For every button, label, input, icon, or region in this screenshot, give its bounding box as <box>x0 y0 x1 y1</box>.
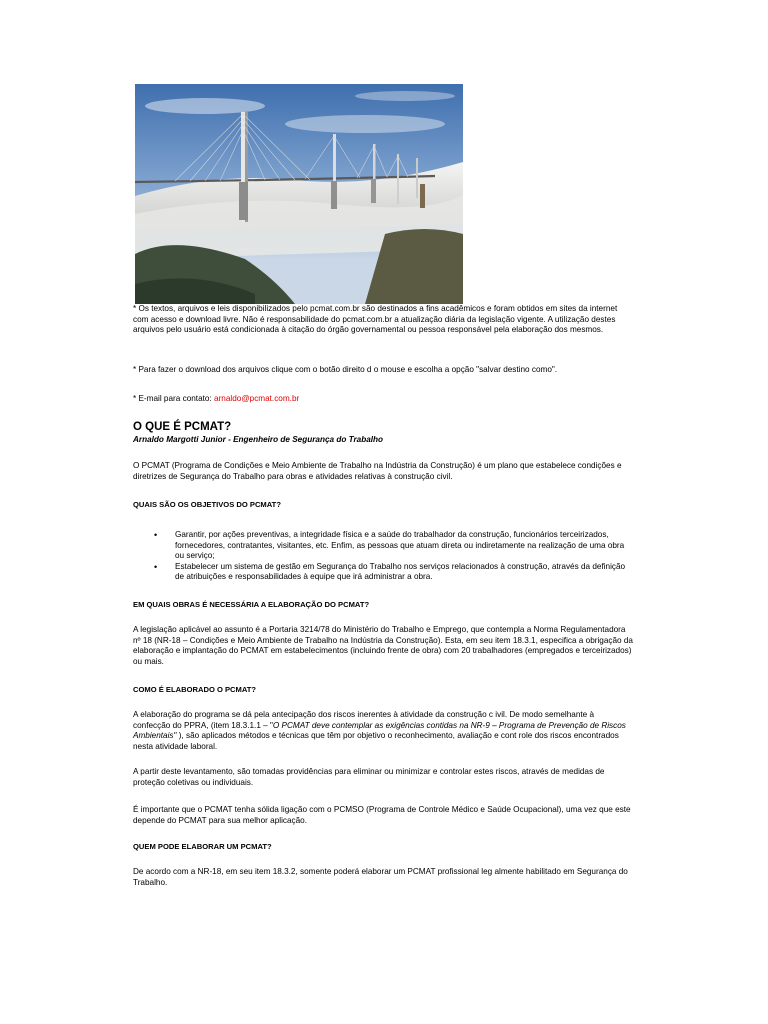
elaboration-text-end: ), são aplicados métodos e técnicas que têm por objetivo o reconhecimento, avaliação e cont role dos riscos encontrados nesta atividade laboral. <box>133 731 619 751</box>
author-line: Arnaldo Margotti Junior - Engenheiro de Segurança do Trabalho <box>133 435 384 444</box>
download-note: * Para fazer o download dos arquivos clique com o botão direito d o mouse e escolha a opção "salvar destino como". <box>133 365 558 374</box>
email-link[interactable]: arnaldo@pcmat.com.br <box>214 394 300 403</box>
page-title: O QUE É PCMAT? <box>133 421 232 433</box>
email-label: * E-mail para contato: <box>133 394 215 403</box>
elaboration-quote: O PCMAT deve contemplar as exigências contidas na NR-9 – Programa de Prevenção de Riscos Ambientais" <box>133 720 626 741</box>
bridge-illustration <box>135 84 463 304</box>
list-item-text: Garantir, por ações preventivas, a integridade física e a saúde do trabalhador da construção, funcionários terceirizados, fornecedores, contratantes, visitantes, etc. Enfim, as pessoas que atuam direta ou indiretamente na realização de uma obra ou serviço; <box>175 530 625 561</box>
legislation-paragraph: A legislação aplicável ao assunto é a Portaria 3214/78 do Ministério do Trabalho e Emprego, que contempla a Norma Regulamentadora nº 18 (NR-18 – Condições e Meio Ambiente de Trabalho na Indústria da Construção). Esta, em seu item 18.3.1, especifica a obrigação da elaboração e implantação do PCMAT em estabelecimentos (incluindo frente de obra) com 20 trabalhadores (empregados e terceirizados) ou mais. <box>133 625 633 666</box>
heading-which-works: EM QUAIS OBRAS É NECESSÁRIA A ELABORAÇÃO DO PCMAT? <box>133 600 370 609</box>
survey-paragraph: A partir deste levantamento, são tomadas providências para eliminar ou minimizar e controlar estes riscos, através de medidas de proteção coletivas ou individuais. <box>133 767 605 787</box>
list-item <box>133 562 633 583</box>
contact-email-line <box>133 394 633 405</box>
bridge-photo <box>135 84 463 304</box>
disclaimer-text: * Os textos, arquivos e leis disponibilizados pelo pcmat.com.br são destinados a fins acadêmicos e foram obtidos em sites da internet com acesso e download livre. Não é responsabilidade do pcmat.com.br a atualização diária da legislação vigente. A utilização destes arquivos pelo usuário está condicionada à citação do órgão governamental ou pessoa responsável pela elaboração dos mesmos. <box>133 304 618 335</box>
heading-who-can: QUEM PODE ELABORAR UM PCMAT? <box>133 842 272 851</box>
elaboration-text-start: A elaboração do programa se dá pela antecipação dos riscos inerentes à atividade da construção c ivil. De modo semelhante à confecção do PPRA, (item 18.3.1.1 – " <box>133 710 595 730</box>
elaboration-paragraph <box>133 710 633 752</box>
objectives-list <box>133 530 633 583</box>
bullet-icon: • <box>154 561 158 572</box>
heading-objectives: QUAIS SÃO OS OBJETIVOS DO PCMAT? <box>133 500 281 509</box>
who-paragraph: De acordo com a NR-18, em seu item 18.3.2, somente poderá elaborar um PCMAT profissional leg almente habilitado em Segurança do Trabalho. <box>133 867 628 887</box>
bullet-icon: • <box>154 530 158 540</box>
intro-paragraph: O PCMAT (Programa de Condições e Meio Ambiente de Trabalho na Indústria da Construção) é um plano que estabelece condições e diretrizes de Segurança do Trabalho para obras e atividades relativas à construção civil. <box>133 461 622 481</box>
list-item-text: Estabelecer um sistema de gestão em Segurança do Trabalho nos serviços relacionados à construção, através da definição de atribuições e responsabilidades à equipe que irá administrar a obra. <box>175 561 626 582</box>
list-item <box>133 530 633 562</box>
heading-how-elaborated: COMO É ELABORADO O PCMAT? <box>133 685 257 694</box>
pcmso-paragraph: É importante que o PCMAT tenha sólida ligação com o PCMSO (Programa de Controle Médico e Saúde Ocupacional), uma vez que este depende do PCMAT para sua melhor aplicação. <box>133 805 631 825</box>
